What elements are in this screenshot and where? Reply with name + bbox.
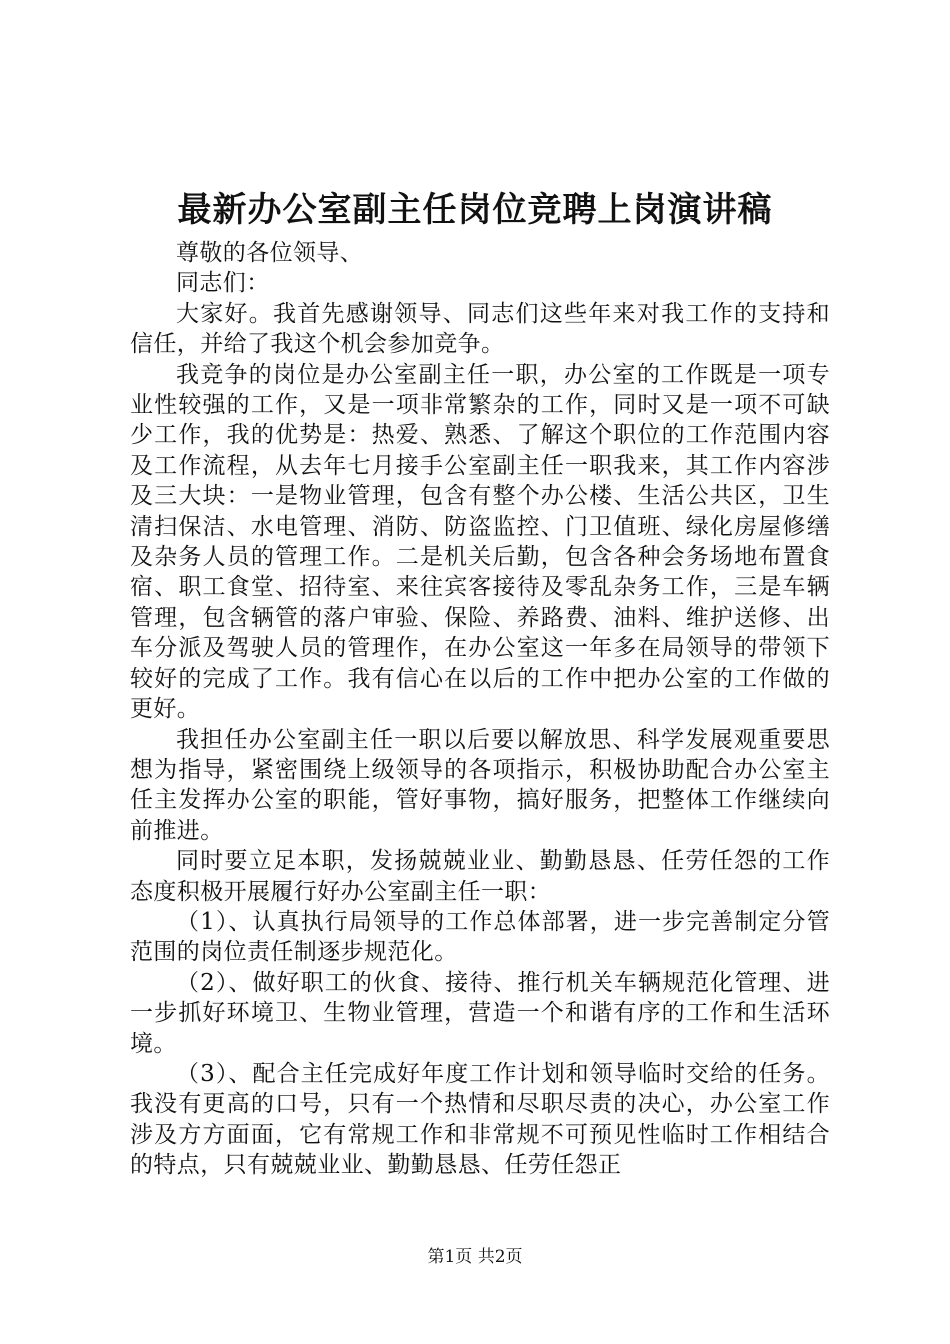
paragraph-work-attitude: 同时要立足本职，发扬兢兢业业、勤勤恳恳、任劳任怨的工作态度积极开展履行好办公室副主任一职： xyxy=(130,848,830,905)
paragraph-guiding-thought: 我担任办公室副主任一职以后要以解放思、科学发展观重要思想为指导，紧密围绕上级领导的各项指示，积极协助配合办公室主任主发挥办公室的职能，管好事物，搞好服务，把整体工作继续向前推进。 xyxy=(130,726,830,844)
page-footer: 第1页 共2页 xyxy=(427,1247,523,1267)
paragraph-item-3: （3）、配合主任完成好年度工作计划和领导临时交给的任务。我没有更高的口号，只有一个热情和尽职尽责的决心，办公室工作涉及方方面面，它有常规工作和非常规不可预见性临时工作相结合的特点，只有兢兢业业、勤勤恳恳、任劳任怨正 xyxy=(130,1060,830,1179)
paragraph-greeting-2: 同志们： xyxy=(176,270,270,297)
paragraph-thanks: 大家好。我首先感谢领导、同志们这些年来对我工作的支持和信任，并给了我这个机会参加竞争。 xyxy=(130,300,830,358)
paragraph-item-1: （1）、认真执行局领导的工作总体部署，进一步完善制定分管范围的岗位责任制逐步规范化。 xyxy=(130,908,830,966)
document-title: 最新办公室副主任岗位竞聘上岗演讲稿 xyxy=(177,190,773,230)
document-body xyxy=(130,238,830,1181)
paragraph-item-2: （2）、做好职工的伙食、接待、推行机关车辆规范化管理、进一步抓好环境卫、生物业管理，营造一个和谐有序的工作和生活环境。 xyxy=(130,969,830,1057)
paragraph-position-duties: 我竞争的岗位是办公室副主任一职，办公室的工作既是一项专业性较强的工作，又是一项非常繁杂的工作，同时又是一项不可缺少工作，我的优势是：热爱、熟悉、了解这个职位的工作范围内容及工作流程，从去年七月接手公室副主任一职我来，其工作内容涉及三大块：一是物业管理，包含有整个办公楼、生活公共区，卫生清扫保洁、水电管理、消防、防盗监控、门卫值班、绿化房屋修缮及杂务人员的管理工作。二是机关后勤，包含各种会务场地布置食宿、职工食堂、招待室、来往宾客接待及零乱杂务工作，三是车辆管理，包含辆管的落户审验、保险、养路费、油料、维护送修、出车分派及驾驶人员的管理作，在办公室这一年多在局领导的带领下较好的完成了工作。我有信心在以后的工作中把办公室的工作做的更好。 xyxy=(130,361,830,723)
paragraph-greeting-1: 尊敬的各位领导、 xyxy=(176,240,364,266)
